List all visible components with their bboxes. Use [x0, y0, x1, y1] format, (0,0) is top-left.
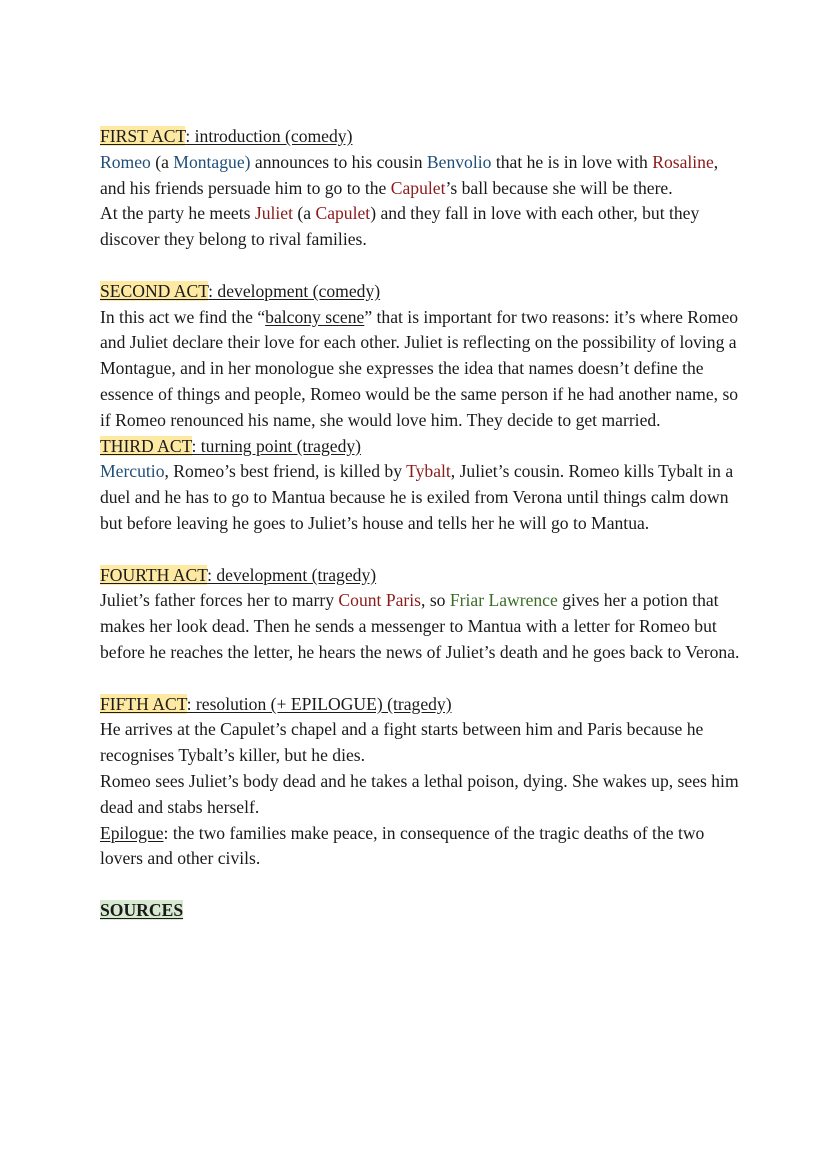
name-mercutio: Mercutio: [100, 461, 165, 482]
third-act-heading: [100, 434, 740, 460]
first-act-subtitle: : introduction (comedy): [185, 126, 353, 146]
fifth-act-label: FIFTH ACT: [100, 693, 187, 714]
fourth-act-paragraph: Juliet’s father forces her to marry Count Paris, so Friar Lawrence gives her a potion that makes her look dead. Then he sends a messenger to Mantua with a letter for Romeo but before he reaches the letter, he hears the news of Juliet’s death and he goes back to Verona.: [100, 590, 740, 662]
second-act-subtitle: : development (comedy): [208, 280, 381, 301]
name-count-paris: Count Paris: [338, 590, 422, 611]
name-friar-lawrence: Friar Lawrence: [449, 590, 558, 611]
name-juliet: Juliet: [254, 203, 293, 224]
spacer: [100, 666, 740, 692]
name-capulet: Capulet: [315, 203, 371, 224]
fourth-act-heading: [100, 563, 740, 589]
spacer: [100, 253, 740, 279]
sources-label: SOURCES: [100, 899, 184, 920]
balcony-scene: balcony scene: [265, 306, 365, 327]
name-rosaline: Rosaline: [652, 151, 714, 172]
fifth-act-paragraph-1: He arrives at the Capulet’s chapel and a fight starts between him and Paris because he recognises Tybalt’s killer, but he dies.: [100, 719, 704, 766]
name-montague: Montague): [173, 151, 251, 172]
first-act-paragraph-2: At the party he meets Juliet (a Capulet) and they fall in love with each other, but they discover they belong to rival families.: [100, 203, 700, 250]
third-act-label: THIRD ACT: [100, 435, 192, 456]
third-act-paragraph: Mercutio, Romeo’s best friend, is killed by Tybalt, Juliet’s cousin. Romeo kills Tybalt in a duel and he has to go to Mantua because he is exiled from Verona until things calm down but before leaving he goes to Juliet’s house and tells her he will go to Mantua.: [100, 461, 734, 533]
fourth-act-label: FOURTH ACT: [100, 564, 208, 585]
first-act-label: FIRST ACT: [100, 126, 186, 146]
document-body: [100, 124, 740, 924]
second-act-label: SECOND ACT: [100, 280, 209, 301]
second-act-paragraph: In this act we find the “balcony scene” that is important for two reasons: it’s where Romeo and Juliet declare their love for each other. Juliet is reflecting on the possibility of loving a Montague, and in her monologue she expresses the idea that names doesn’t define the essence of things and people, Romeo would be the same person if he had another name, so if Romeo renounced his name, she would love him. They decide to get married.: [100, 306, 739, 430]
name-romeo: Romeo: [100, 151, 151, 172]
fourth-act-subtitle: : development (tragedy): [207, 564, 377, 585]
fifth-act-subtitle: : resolution (+ EPILOGUE) (tragedy): [186, 693, 452, 714]
fifth-act-heading: [100, 692, 740, 718]
name-tybalt: Tybalt: [406, 461, 451, 482]
fifth-act-paragraph-2: Romeo sees Juliet’s body dead and he takes a lethal poison, dying. She wakes up, sees him dead and stabs herself.: [100, 770, 739, 817]
second-act-heading: [100, 279, 740, 305]
sources-heading: [100, 898, 740, 924]
third-act-subtitle: : turning point (tragedy): [191, 435, 362, 456]
epilogue-label: Epilogue: [100, 822, 164, 843]
spacer: [100, 872, 740, 898]
spacer: [100, 537, 740, 563]
first-act-paragraph-1: Romeo (a Montague) announces to his cousin Benvolio that he is in love with Rosaline, and his friends persuade him to go to the Capulet’s ball because she will be there.: [100, 151, 719, 198]
first-act-heading: [100, 124, 740, 150]
name-capulet: Capulet: [390, 177, 446, 198]
epilogue-paragraph: Epilogue: the two families make peace, in consequence of the tragic deaths of the two lovers and other civils.: [100, 822, 705, 869]
name-benvolio: Benvolio: [426, 151, 492, 172]
